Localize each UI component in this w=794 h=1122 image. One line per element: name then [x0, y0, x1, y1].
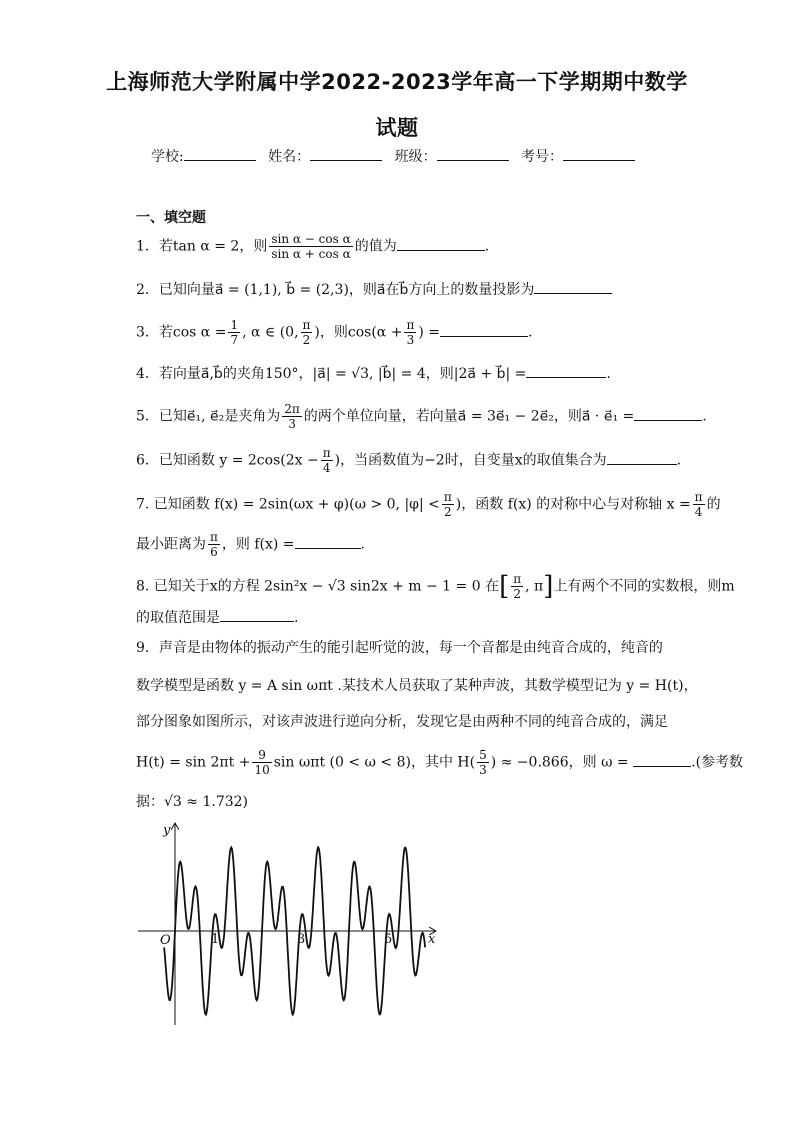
- number-label: 考号：: [521, 149, 564, 165]
- class-field[interactable]: [437, 148, 509, 161]
- question-5: 5．已知e⃗₁, e⃗₂是夹角为 $\frac{2\pi}{3}$ 的两个单位向量，若向量a⃗ = 3e⃗₁ − 2e⃗₂，则a⃗ · e⃗₁ = .: [136, 402, 707, 431]
- question-8-line2: 的取值范围是 .: [136, 610, 299, 626]
- exam-title-line2: 试题: [375, 116, 419, 140]
- school-field[interactable]: [184, 148, 256, 161]
- question-1: 1．若tan α = 2，则 $\frac{\text{sin α − cos α}}{\text{sin α + cos α}}$ 的值为 .: [136, 232, 490, 261]
- answer-blank[interactable]: [607, 452, 677, 465]
- question-7-line2: 最小距离为 $\frac{\pi}{6}$ ，则 f(x) = .: [136, 530, 365, 559]
- answer-blank[interactable]: [534, 281, 612, 294]
- question-8: 8. 已知关于x的方程 2sin²x − √3 sin2x + m − 1 = 0 在[ $\frac{\pi}{2}$ , π]上有两个不同的实数根，则m: [136, 571, 735, 602]
- tick-label-5: 5: [384, 932, 393, 947]
- origin-label: O: [160, 933, 171, 948]
- question-6: 6．已知函数 y = 2cos(2x − $\frac{\pi}{4}$ )，当函数值为−2时，自变量x的取值集合为 .: [136, 446, 682, 475]
- answer-blank[interactable]: [633, 754, 691, 767]
- question-9-line2: 数学模型是函数 y = A sin ωπt .某技术人员获取了某种声波，其数学模型记为 y = H(t)，: [136, 678, 698, 694]
- question-3: 3．若cos α = $\frac{1}{7}$ , α ∈ (0, $\frac{\pi}{2}$ )，则cos(α + $\frac{\pi}{3}$ ) = .: [136, 318, 533, 347]
- tick-label-3: 3: [297, 932, 306, 947]
- answer-blank[interactable]: [634, 408, 702, 421]
- fraction: $\frac{\text{sin α − cos α}}{\text{sin α + cos α}}$: [271, 232, 351, 261]
- question-2: 2．已知向量a⃗ = (1,1), b⃗ = (2,3)，则a⃗在b⃗方向上的数量投影为: [136, 280, 666, 300]
- x-axis-label: x: [428, 932, 436, 947]
- question-9-line4: H(t) = sin 2πt + $\frac{9}{10}$ sin ωπt (0 < ω < 8)，其中 H( $\frac{5}{3}$ ) ≈ −0.866，则 ω = .(参考数: [136, 748, 744, 777]
- waveform-graph: [130, 820, 450, 1030]
- question-9-line1: 9．声音是由物体的振动产生的能引起听觉的波，每一个音都是由纯音合成的，纯音的: [136, 640, 663, 656]
- class-label: 班级：: [394, 149, 437, 165]
- question-9-line3: 部分图象如图所示，对该声波进行逆向分析，发现它是由两种不同的纯音合成的，满足: [136, 714, 668, 730]
- question-4: 4．若向量a⃗,b⃗的夹角150°，|a⃗| = √3, |b⃗| = 4，则|2a⃗ + b⃗| = .: [136, 366, 611, 382]
- answer-blank[interactable]: [440, 324, 528, 337]
- answer-blank[interactable]: [526, 365, 606, 378]
- question-7: 7. 已知函数 f(x) = 2sin(ωx + φ)(ω > 0, |φ| < $\frac{\pi}{2}$ )，函数 f(x) 的对称中心与对称轴 x = $\frac{\pi}{4}$ 的: [136, 490, 721, 519]
- number-field[interactable]: [563, 148, 635, 161]
- answer-blank[interactable]: [397, 238, 485, 251]
- school-label: 学校:: [150, 149, 184, 165]
- question-9-line5: 据：√3 ≈ 1.732): [136, 794, 248, 810]
- name-field[interactable]: [310, 148, 382, 161]
- student-info-row: [0, 146, 794, 166]
- exam-title-line1: 上海师范大学附属中学2022-2023学年高一下学期期中数学: [106, 70, 688, 94]
- y-axis-label: y: [163, 823, 171, 838]
- section-heading: 一、填空题: [136, 210, 206, 226]
- tick-label-1: 1: [211, 932, 220, 947]
- name-label: 姓名：: [268, 149, 311, 165]
- answer-blank[interactable]: [220, 609, 294, 622]
- answer-blank[interactable]: [295, 536, 361, 549]
